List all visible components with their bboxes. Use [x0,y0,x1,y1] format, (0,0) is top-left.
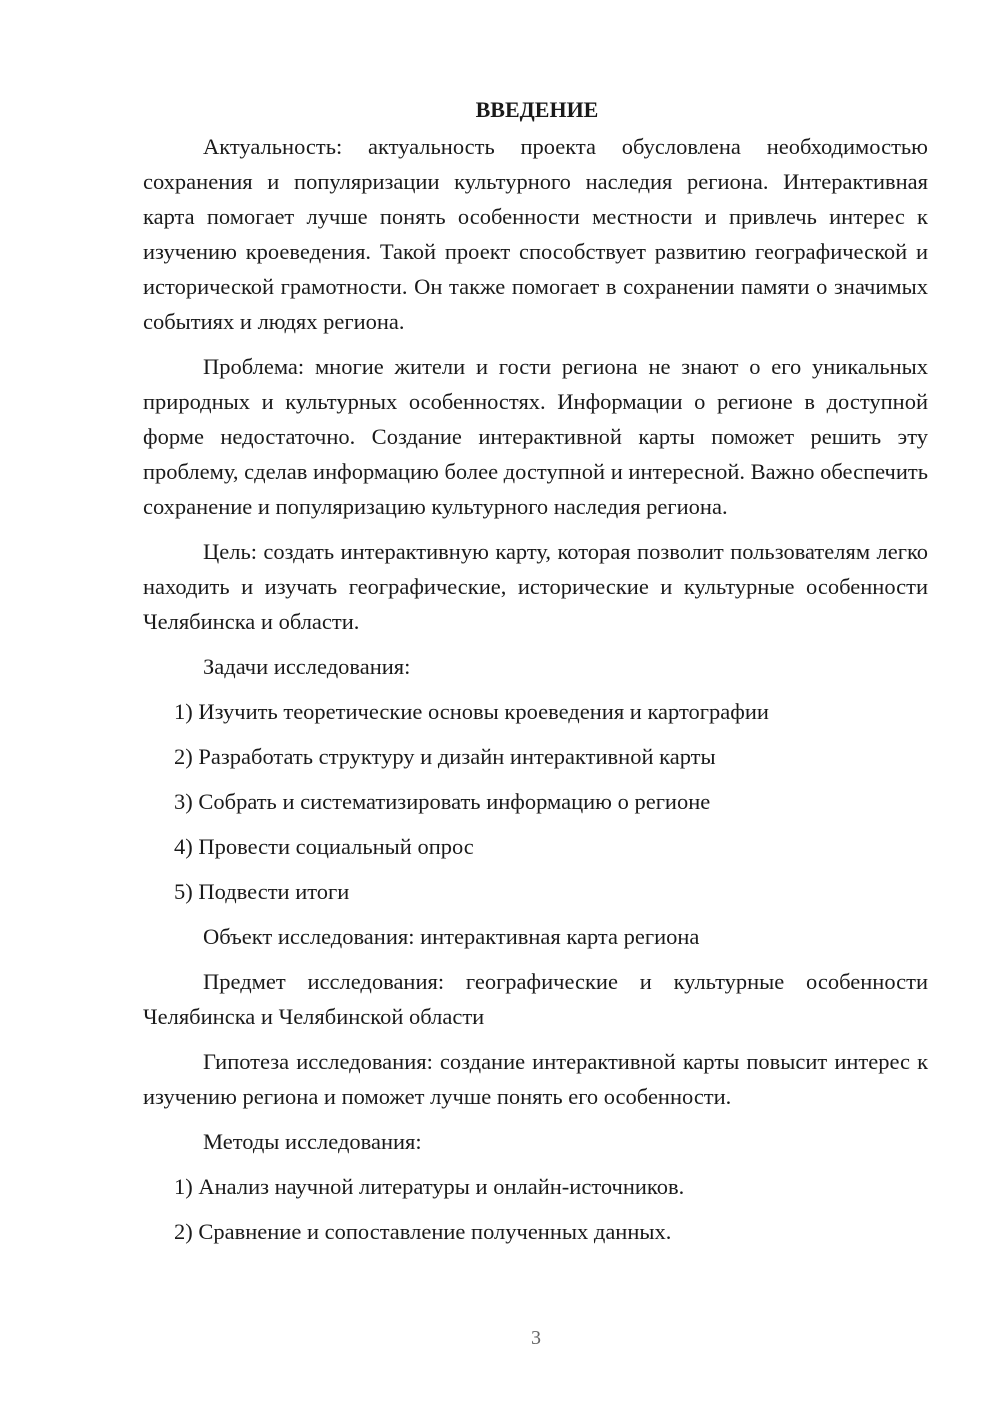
task-item-1: 1) Изучить теоретические основы кроеведения и картографии [174,699,769,724]
task-item-5: 5) Подвести итоги [174,879,350,904]
tasks-heading: Задачи исследования: [203,654,411,679]
task-item-3: 3) Собрать и систематизировать информацию о регионе [174,789,711,814]
subject-paragraph: Предмет исследования: географические и культурные особенности Челябинска и Челябинской области [143,969,928,1029]
task-item-4: 4) Провести социальный опрос [174,834,474,859]
document-page [143,92,928,1249]
relevance-paragraph: Актуальность: актуальность проекта обусловлена необходимостью сохранения и популяризации культурного наследия региона. Интерактивная карта помогает лучше понять особенности местности и привлечь интерес к изучению кроеведения. Такой проект способствует развитию географической и исторической грамотности. Он также помогает в сохранении памяти о значимых событиях и людях региона. [143,134,928,334]
goal-paragraph: Цель: создать интерактивную карту, которая позволит пользователям легко находить и изучать географические, исторические и культурные особенности Челябинска и области. [143,539,928,634]
methods-heading: Методы исследования: [203,1129,422,1154]
problem-paragraph: Проблема: многие жители и гости региона не знают о его уникальных природных и культурных особенностях. Информации о регионе в доступной форме недостаточно. Создание интерактивной карты поможет решить эту проблему, сделав информацию более доступной и интересной. Важно обеспечить сохранение и популяризацию культурного наследия региона. [143,354,928,519]
page-number: 3 [531,1327,541,1349]
object-line: Объект исследования: интерактивная карта региона [203,924,700,949]
page-title: ВВЕДЕНИЕ [475,97,599,122]
method-item-2: 2) Сравнение и сопоставление полученных данных. [174,1219,672,1244]
hypothesis-paragraph: Гипотеза исследования: создание интерактивной карты повысит интерес к изучению региона и поможет лучше понять его особенности. [143,1049,928,1109]
task-item-2: 2) Разработать структуру и дизайн интерактивной карты [174,744,716,769]
method-item-1: 1) Анализ научной литературы и онлайн-источников. [174,1174,685,1199]
